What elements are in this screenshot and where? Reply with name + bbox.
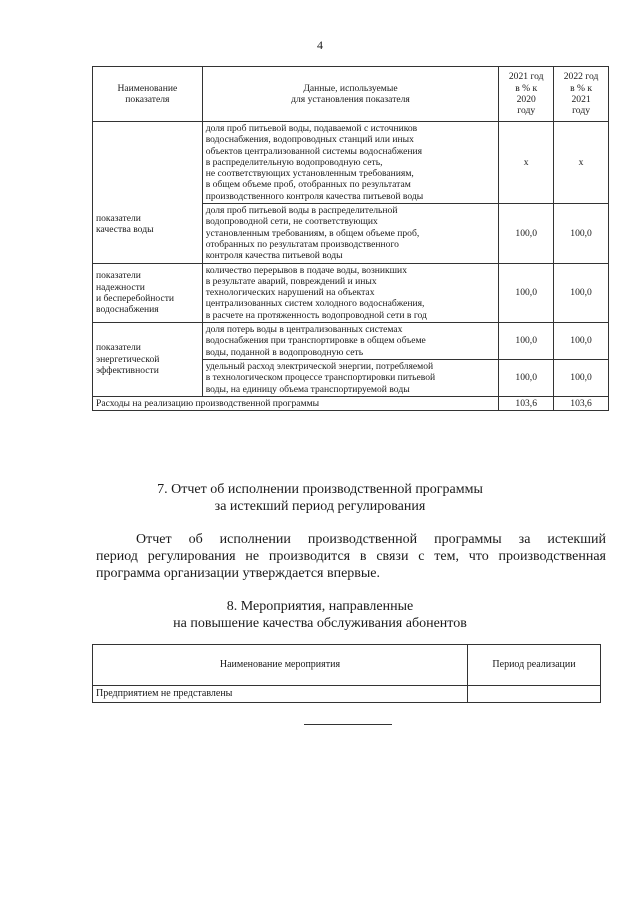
row-line: в распределительную водопроводную сеть, xyxy=(205,156,383,168)
title-line: за истекший период регулирования xyxy=(214,499,426,514)
group-line: и бесперебойности xyxy=(96,292,175,304)
value-2022: 100,0 xyxy=(554,323,609,360)
title-line: на повышение качества обслуживания абонентов xyxy=(173,616,467,631)
value-2022: 100,0 xyxy=(554,359,609,396)
row-line: производственного контроля качества питьевой воды xyxy=(205,190,424,202)
total-label: Расходы на реализацию производственной программы xyxy=(93,396,499,410)
header-line: 2020 xyxy=(516,94,536,105)
header-line: Наименование xyxy=(117,82,178,94)
row-line: воды, поданной в водопроводную сеть xyxy=(205,346,364,358)
value-2022: 100,0 xyxy=(554,204,609,263)
section-8-title xyxy=(0,598,640,632)
table-header-row xyxy=(93,67,609,122)
title-line: 7. Отчет об исполнении производственной программы xyxy=(157,482,483,497)
table-row xyxy=(93,323,609,360)
row-line: не соответствующих установленным требованиям, xyxy=(205,168,414,180)
table-row xyxy=(93,686,601,703)
row-line: водоснабжения при транспортировке в общем объеме xyxy=(205,335,426,347)
period-cell xyxy=(468,686,601,703)
value-2021: 100,0 xyxy=(499,359,554,396)
group-line: показатели xyxy=(96,270,141,282)
header-line: году xyxy=(517,105,536,117)
header-line: году xyxy=(572,105,591,117)
group-line: показатели xyxy=(96,212,141,224)
total-2021: 103,6 xyxy=(499,396,554,410)
total-row xyxy=(93,396,609,410)
group-energy xyxy=(93,323,203,397)
measures-table xyxy=(92,644,601,703)
group-line: энергетической xyxy=(96,353,160,365)
header-line: в % к xyxy=(515,82,538,94)
value-2022: 100,0 xyxy=(554,263,609,322)
row-line: в технологическом процессе транспортировки питьевой xyxy=(205,372,436,384)
row-line: водопроводной сети, не соответствующих xyxy=(205,216,378,228)
para-line: период регулирования не производится в связи с тем, что производственная xyxy=(96,549,606,564)
header-line: Данные, используемые xyxy=(303,82,398,94)
title-line: 8. Мероприятия, направленные xyxy=(226,599,414,614)
row-line: контроля качества питьевой воды xyxy=(205,250,343,262)
row-description xyxy=(202,359,499,396)
value-2021: 100,0 xyxy=(499,323,554,360)
header-line: для установления показателя xyxy=(291,94,410,105)
page-number: 4 xyxy=(317,38,323,52)
header-line: показателя xyxy=(125,94,170,105)
group-line: показатели xyxy=(96,342,141,354)
row-line: централизованных систем холодного водоснабжения, xyxy=(205,298,425,310)
header-2021 xyxy=(499,67,554,122)
row-line: количество перерывов в подаче воды, возникших xyxy=(205,264,407,276)
group-line: надежности xyxy=(96,281,145,293)
header-line: 2021 xyxy=(571,94,591,105)
row-description xyxy=(202,263,499,322)
header-line: 2021 год xyxy=(508,71,544,83)
group-quality xyxy=(93,122,203,264)
row-line: в расчете на протяженность водопроводной сети в год xyxy=(205,309,427,321)
table-row xyxy=(93,122,609,204)
row-line: в результате аварий, повреждений и иных xyxy=(205,275,377,287)
group-reliability xyxy=(93,263,203,322)
header-indicator-name xyxy=(93,67,203,122)
header-line: 2022 год xyxy=(563,71,599,83)
header-2022 xyxy=(554,67,609,122)
header-line: в % к xyxy=(570,82,593,94)
row-line: в общем объеме проб, отобранных по результатам xyxy=(205,179,411,191)
row-line: доля потерь воды в централизованных системах xyxy=(205,324,403,336)
row-line: объектов централизованной системы водоснабжения xyxy=(205,145,423,157)
section-7-paragraph xyxy=(96,531,606,582)
value-2022: x xyxy=(554,122,609,204)
value-2021: x xyxy=(499,122,554,204)
section-7-title xyxy=(0,481,640,515)
row-line: воды, на единицу объема транспортируемой воды xyxy=(205,383,410,395)
group-line: водоснабжения xyxy=(96,304,159,316)
group-line: качества воды xyxy=(96,224,154,236)
indicators-table xyxy=(92,66,609,411)
header-period: Период реализации xyxy=(468,645,601,686)
group-line: эффективности xyxy=(96,365,159,377)
row-line: доля проб питьевой воды в распределительной xyxy=(205,205,398,217)
row-description xyxy=(202,323,499,360)
row-description xyxy=(202,122,499,204)
total-2022: 103,6 xyxy=(554,396,609,410)
row-line: отобранных по результатам производственного xyxy=(205,238,399,250)
row-line: водоснабжения, водопроводных станций или иных xyxy=(205,134,414,146)
para-line xyxy=(96,531,606,548)
row-description xyxy=(202,204,499,263)
value-2021: 100,0 xyxy=(499,204,554,263)
row-line: доля проб питьевой воды, подаваемой с источников xyxy=(205,123,418,134)
para-line: программа организации утверждается впервые. xyxy=(96,566,381,581)
value-2021: 100,0 xyxy=(499,263,554,322)
measures-header-row xyxy=(93,645,601,686)
header-measure-name: Наименование мероприятия xyxy=(93,645,468,686)
measure-cell: Предприятием не представлены xyxy=(93,686,468,703)
row-line: удельный расход электрической энергии, потребляемой xyxy=(205,360,434,372)
end-divider xyxy=(304,724,392,725)
table-row xyxy=(93,263,609,322)
para-text: Отчет об исполнении производственной программы за истекший xyxy=(136,532,606,547)
header-data-used xyxy=(202,67,499,122)
row-line: установленным требованиям, в общем объеме проб, xyxy=(205,227,420,239)
row-line: технологических нарушений на объектах xyxy=(205,287,375,299)
